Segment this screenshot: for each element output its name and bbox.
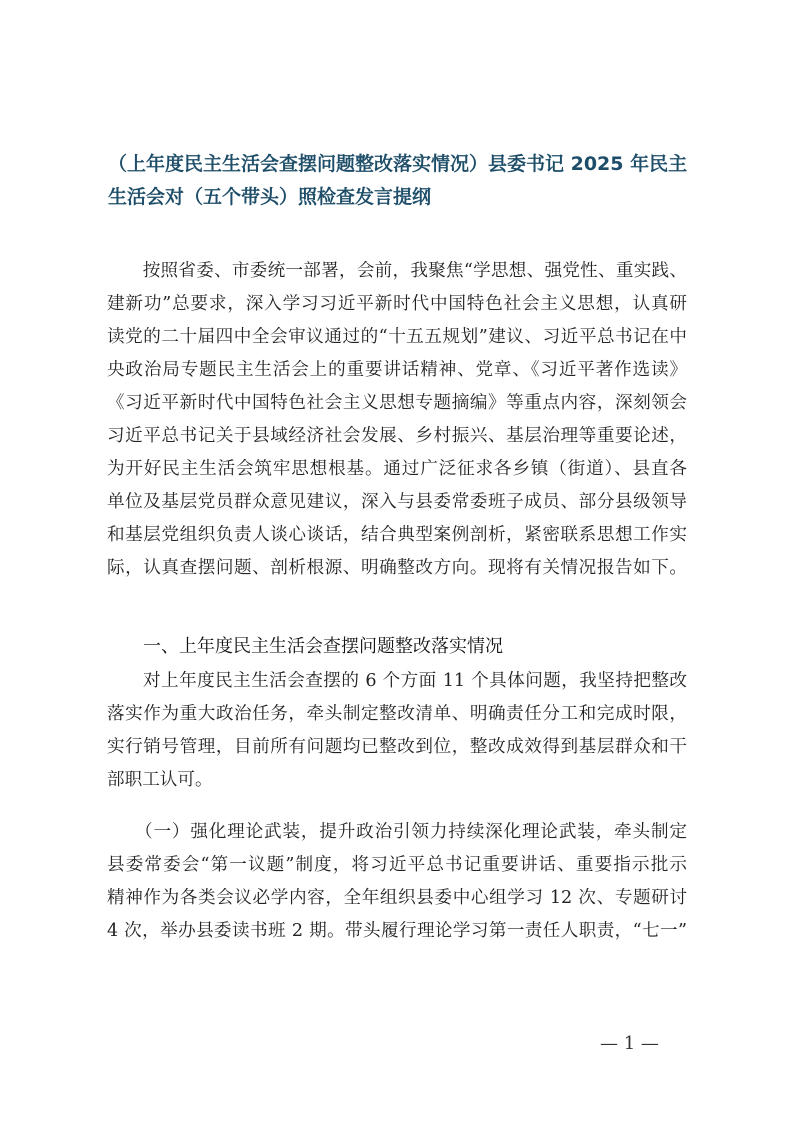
section-heading: 一、上年度民主生活会查摆问题整改落实情况: [143, 636, 503, 657]
text-line: 实行销号管理，目前所有问题均已整改到位，整改成效得到基层群众和干: [107, 737, 687, 757]
text-line: 落实作为重大政治任务，牵头制定整改清单、明确责任分工和完成时限，: [107, 704, 687, 724]
text-line: （一）强化理论武装，提升政治引领力持续深化理论武装，牵头制定: [107, 822, 687, 842]
text-line: 单位及基层党员群众意见建议，深入与县委常委班子成员、部分县级领导: [107, 492, 687, 512]
text-line: 按照省委、市委统一部署，会前，我聚焦“学思想、强党性、重实践、: [107, 261, 687, 281]
text-line: 习近平总书记关于县域经济社会发展、乡村振兴、基层治理等重要论述，: [107, 426, 687, 446]
text-line: 建新功”总要求，深入学习习近平新时代中国特色社会主义思想，认真研: [107, 294, 687, 314]
title-line: 生活会对（五个带头）照检查发言提纲: [108, 186, 432, 208]
text-line: 部职工认可。: [107, 770, 213, 790]
text-line: 际，认真查摆问题、剖析根源、明确整改方向。现将有关情况报告如下。: [107, 558, 687, 578]
text-line: 和基层党组织负责人谈心谈话，结合典型案例剖析，紧密联系思想工作实: [107, 525, 687, 545]
text-line: 对上年度民主生活会查摆的 6 个方面 11 个具体问题，我坚持把整改: [107, 671, 687, 691]
text-line: 读党的二十届四中全会审议通过的“十五五规划”建议、习近平总书记在中: [107, 327, 687, 347]
text-line: 央政治局专题民主生活会上的重要讲话精神、党章、《习近平著作选读》: [107, 360, 687, 380]
text-line: 《习近平新时代中国特色社会主义思想专题摘编》等重点内容，深刻领会: [107, 393, 687, 413]
text-line: 精神作为各类会议必学内容，全年组织县委中心组学习 12 次、专题研讨: [107, 888, 687, 908]
page-number: — 1 —: [600, 1033, 659, 1054]
text-line: 县委常委会“第一议题”制度，将习近平总书记重要讲话、重要指示批示: [107, 855, 687, 875]
text-line: 为开好民主生活会筑牢思想根基。通过广泛征求各乡镇（街道）、县直各: [107, 459, 687, 479]
title-line: （上年度民主生活会查摆问题整改落实情况）县委书记 2025 年民主: [108, 153, 688, 175]
text-line: 4 次，举办县委读书班 2 期。带头履行理论学习第一责任人职责，“七一”: [107, 921, 687, 941]
